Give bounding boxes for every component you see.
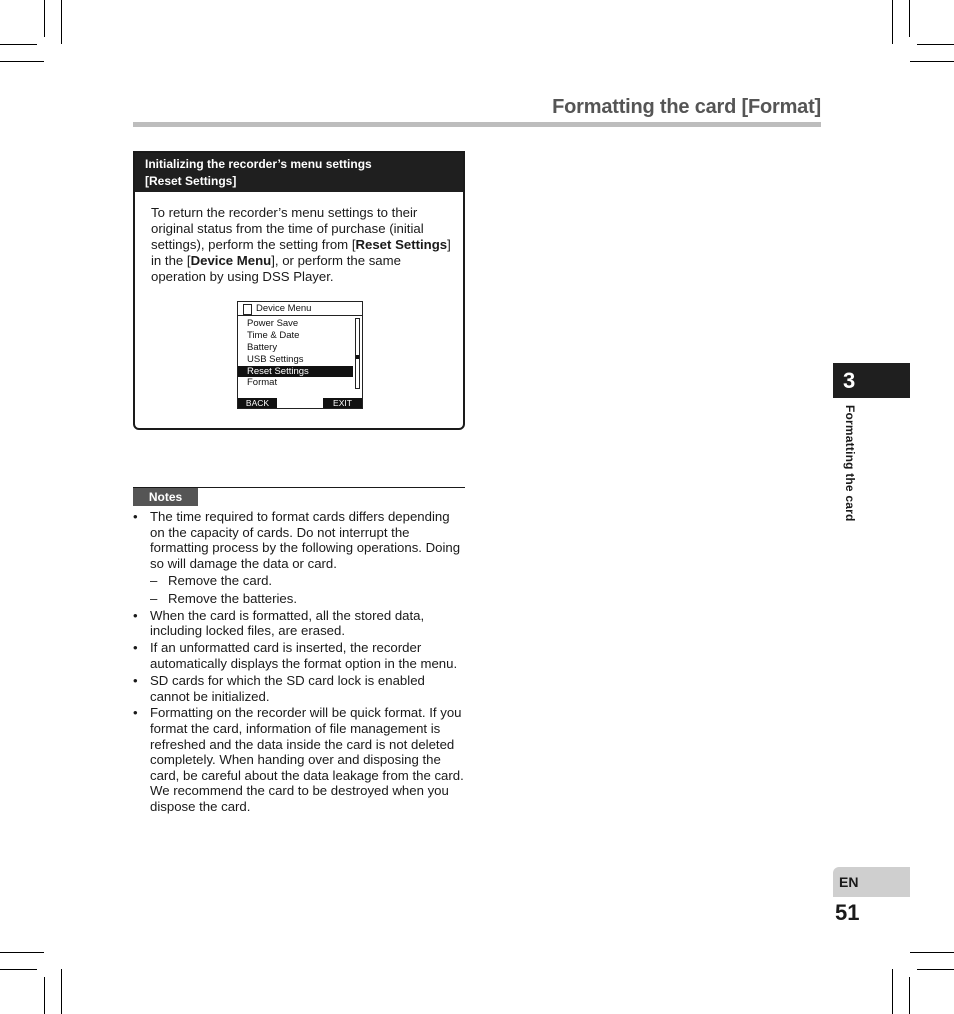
back-softkey: BACK: [238, 398, 277, 408]
panel-title-line2: [Reset Settings]: [145, 174, 237, 188]
screen-title: Device Menu: [256, 303, 312, 314]
notes-label: Notes: [133, 488, 198, 506]
chapter-number-tab: 3: [833, 363, 910, 398]
note-item: • When the card is formatted, all the stored data, including locked files, are erased.: [131, 608, 467, 639]
note-item: • Formatting on the recorder will be quick format. If you format the card, information of file management is refreshed and the data inside the card is not deleted completely. When handing over and disposing the card, be careful about the data leakage from the card. We recommend the card to be destroyed when you dispose the card.: [131, 705, 467, 814]
screen-menu-item: Format: [247, 377, 278, 389]
screen-menu-item: USB Settings: [247, 353, 304, 365]
note-item: • If an unformatted card is inserted, the recorder automatically displays the format option in the menu.: [131, 640, 467, 671]
screen-scrollbar: [355, 318, 360, 389]
panel-header: [135, 153, 463, 192]
panel-body-text: [151, 205, 451, 285]
reset-settings-panel: [133, 151, 465, 430]
body-text-2: ] in the [: [151, 237, 451, 268]
page-number: 51: [835, 900, 860, 925]
note-text: The time required to format cards differs depending on the capacity of cards. Do not interrupt the formatting process by the following operations. Doing so will damage the data or card.: [150, 509, 461, 571]
screen-menu-item: Battery: [247, 341, 278, 353]
screen-footer: [238, 398, 362, 408]
screen-title-bar: [238, 302, 362, 316]
header-rule: [133, 122, 821, 127]
body-bold-reset-settings: Reset Settings: [355, 237, 448, 252]
screen-menu-list: [238, 318, 353, 389]
body-text-1: To return the recorder’s menu settings to their original status from the time of purchase (initial settings), perform the setting from [: [151, 205, 424, 252]
folder-icon: [243, 304, 252, 315]
scrollbar-thumb: [356, 355, 359, 359]
screen-menu-item: Time & Date: [247, 329, 300, 341]
notes-list: [131, 509, 467, 816]
exit-softkey: EXIT: [323, 398, 362, 408]
screen-menu-item: Power Save: [247, 318, 299, 329]
screen-menu-item: Reset Settings: [238, 366, 353, 378]
device-menu-screen: [237, 301, 363, 409]
page-title: Formatting the card [Format]: [552, 96, 821, 118]
note-item: • SD cards for which the SD card lock is enabled cannot be initialized.: [131, 673, 467, 704]
note-subitem: – Remove the card.: [150, 573, 467, 589]
note-item: [131, 509, 467, 606]
body-text-3: ], or perform the same operation by using DSS Player.: [151, 253, 401, 284]
chapter-label: Formatting the card: [843, 405, 857, 522]
language-tab: EN: [833, 867, 910, 897]
body-bold-device-menu: Device Menu: [190, 253, 272, 268]
note-sublist: [150, 573, 467, 606]
note-subitem: – Remove the batteries.: [150, 591, 467, 607]
panel-title-line1: Initializing the recorder’s menu settings: [145, 157, 372, 171]
